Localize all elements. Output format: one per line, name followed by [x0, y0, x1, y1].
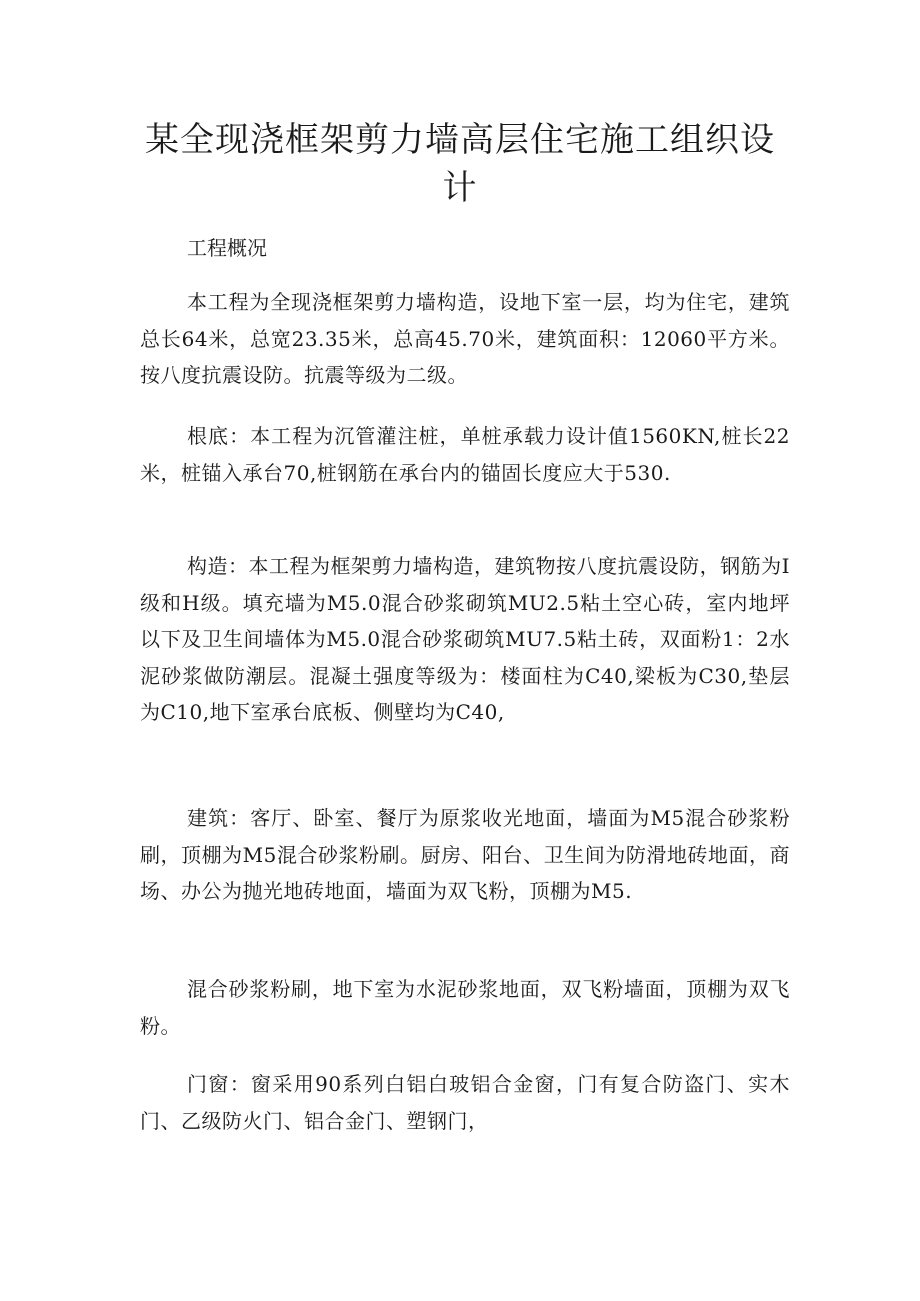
paragraph-structure: 构造：本工程为框架剪力墙构造，建筑物按八度抗震设防，钢筋为I级和H级。填充墙为M5.0混合砂浆砌筑MU2.5粘土空心砖，室内地坪以下及卫生间墙体为M5.0混合砂浆砌筑MU7.5粘土砖，双面粉1：2水泥砂浆做防潮层。混凝土强度等级为：楼面柱为C40,梁板为C30,垫层为C10,地下室承台底板、侧壁均为C40, [140, 554, 790, 724]
paragraph-architecture: 建筑：客厅、卧室、餐厅为原浆收光地面，墙面为M5混合砂浆粉刷，顶棚为M5混合砂浆粉刷。厨房、阳台、卫生间为防滑地砖地面，商场、办公为抛光地砖地面，墙面为双飞粉，顶棚为M5. [140, 806, 790, 903]
section-heading: 工程概况 [187, 236, 267, 260]
paragraph-doors-windows: 门窗：窗采用90系列白铝白玻铝合金窗，门有复合防盗门、实木门、乙级防火门、铝合金门、塑钢门， [140, 1072, 790, 1133]
paragraph-plastering: 混合砂浆粉刷，地下室为水泥砂浆地面，双飞粉墙面，顶棚为双飞粉。 [140, 977, 790, 1038]
paragraph-overview: 本工程为全现浇框架剪力墙构造，设地下室一层，均为住宅，建筑总长64米，总宽23.35米，总高45.70米，建筑面积：12060平方米。按八度抗震设防。抗震等级为二级。 [140, 290, 790, 387]
document-title: 某全现浇框架剪力墙高层住宅施工组织设计 [145, 120, 775, 208]
paragraph-foundation: 根底：本工程为沉管灌注桩，单桩承载力设计值1560KN,桩长22米，桩锚入承台70,桩钢筋在承台内的锚固长度应大于530. [140, 424, 790, 485]
